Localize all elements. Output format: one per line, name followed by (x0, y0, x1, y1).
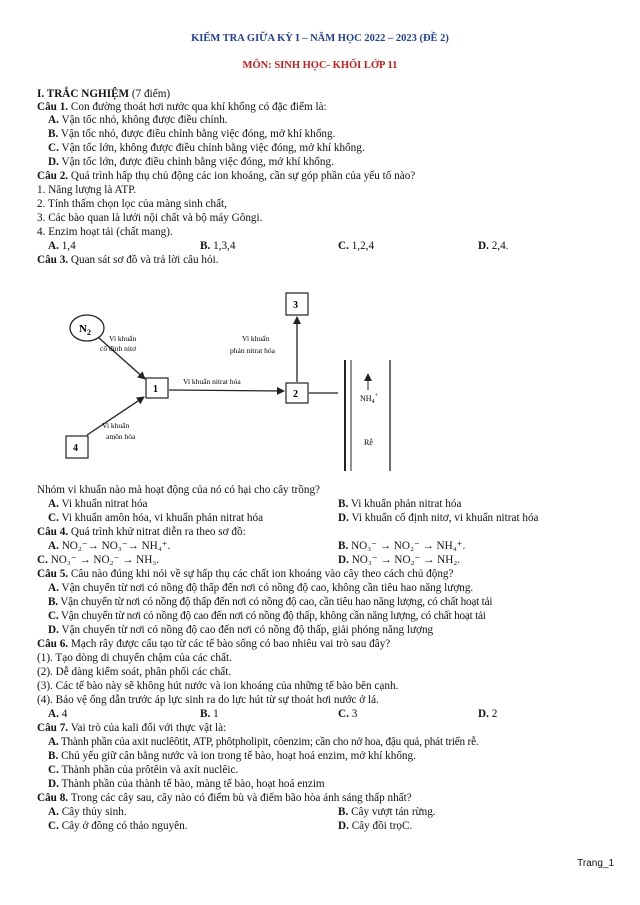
q1-number: Câu 1. (37, 101, 69, 113)
label-denitrifying-2: phản nitrat hóa (230, 346, 275, 355)
q4-option-d-text: NO₃⁻ → NO₂⁻ → NH₂. (351, 554, 461, 566)
q3-option-a (48, 498, 148, 511)
label-fixing-bacteria-2: cố định nitơ (100, 344, 137, 353)
q3-option-b-letter: B. (338, 498, 349, 510)
box-2-label: 2 (293, 389, 298, 400)
q4-option-d (338, 554, 460, 567)
q3-question: Nhóm vi khuẩn nào mà hoạt động của nó có hại cho cây trồng? (37, 484, 321, 496)
q3-option-a-text: Vi khuẩn nitrat hóa (61, 498, 148, 510)
q7-stem (37, 722, 226, 735)
q6-option-a-letter: A. (48, 708, 59, 720)
arrow-1-to-2 (169, 390, 284, 391)
q5-option-a-letter: A. (48, 582, 59, 594)
q6-stem (37, 638, 390, 651)
q2-option-b-letter: B. (200, 240, 211, 252)
q6-number: Câu 6. (37, 638, 69, 650)
q6-option-b-letter: B. (200, 708, 211, 720)
q1-option-a-letter: A. (48, 114, 59, 126)
q1-option-b-letter: B. (48, 128, 59, 140)
q5-option-b (48, 596, 492, 609)
q3-option-c (48, 512, 263, 525)
q5-option-c-text: Vận chuyển từ nơi có nồng độ cao đến nơi có nồng độ thấp, không cần năng lượng, có chất hoạt tải (60, 610, 486, 622)
q5-number: Câu 5. (37, 568, 69, 580)
q6-item-1: (1). Tạo dòng di chuyển chậm của các chất. (37, 652, 232, 664)
q6-item-2: (2). Dễ dàng kiểm soát, phân phối các chất. (37, 666, 232, 678)
q3-option-c-letter: C. (48, 512, 59, 524)
subject-title: MÔN: SINH HỌC- KHỐI LỚP 11 (242, 60, 398, 71)
label-denitrifying-1: Vi khuẩn (242, 334, 270, 343)
nitrogen-cycle-diagram (55, 288, 415, 473)
q2-option-a (48, 240, 76, 253)
label-ammonifying-2: amôn hóa (106, 432, 136, 441)
q5-text: Câu nào đúng khi nói về sự hấp thụ các chất ion khoáng vào cây theo cách chủ động? (70, 568, 454, 580)
q8-option-c (48, 820, 188, 833)
q1-option-c-text: Vận tốc lớn, không được điều chỉnh bằng việc đóng, mở khí khổng. (61, 142, 365, 154)
q2-option-d-letter: D. (478, 240, 489, 252)
q4-text: Quá trình khử nitrat diễn ra theo sơ đồ: (70, 526, 246, 538)
nh4-label: $NH_4^+$ (360, 393, 378, 405)
q2-item-3: 3. Các bào quan là lưới nội chất và bộ máy Gôngi. (37, 212, 263, 224)
q4-number: Câu 4. (37, 526, 69, 538)
q8-stem (37, 792, 412, 805)
q1-option-b (48, 128, 335, 141)
q8-option-b (338, 806, 436, 819)
q3-number: Câu 3. (37, 254, 69, 266)
page-number: Trang_1 (577, 858, 614, 869)
q1-option-a-text: Vận tốc nhỏ, không được điều chỉnh. (61, 114, 228, 126)
q5-option-b-letter: B. (48, 596, 58, 608)
q4-option-c (37, 554, 159, 567)
q4-option-a (48, 540, 170, 553)
q1-option-d-letter: D. (48, 156, 59, 168)
q1-option-c (48, 142, 365, 155)
q5-option-d (48, 624, 433, 637)
q8-option-d (338, 820, 412, 833)
q7-option-d-text: Thành phần của thành tế bào, màng tế bào, hoạt hoá enzim (61, 778, 325, 790)
label-ammonifying-1: Vi khuẩn (102, 421, 130, 430)
q3-text: Quan sát sơ đồ và trả lời câu hỏi. (70, 254, 219, 266)
q7-option-a (48, 736, 478, 749)
q4-option-c-letter: C. (37, 554, 48, 566)
q5-option-a (48, 582, 473, 595)
q5-option-c (48, 610, 486, 623)
q3-option-d (338, 512, 539, 525)
q5-option-b-text: Vận chuyển từ nơi có nồng độ thấp đến nơi có nồng độ cao, cần tiêu hao năng lượng, có chất hoạt tải (60, 596, 493, 608)
q7-text: Vai trò của kali đối với thực vật là: (70, 722, 227, 734)
q7-option-d (48, 778, 325, 791)
q2-option-d-text: 2,4. (491, 240, 509, 252)
q7-option-a-text: Thành phần của axit nuclêôtit, ATP, phôtpholipit, côenzim; cần cho nở hoa, đậu quả, phát triển rễ. (60, 736, 479, 748)
section-title: I. TRẮC NGHIỆM (37, 88, 130, 100)
box-3-label: 3 (293, 300, 298, 311)
section-heading (37, 88, 170, 101)
q2-option-b-text: 1,3,4 (213, 240, 236, 252)
q1-text: Con đường thoát hơi nước qua khí khổng có đặc điểm là: (70, 101, 327, 113)
q3-option-d-text: Vi khuẩn cố định nitơ, vi khuẩn nitrat hóa (351, 512, 539, 524)
q8-option-b-letter: B. (338, 806, 349, 818)
q3-option-b-text: Vi khuẩn phản nitrat hóa (350, 498, 462, 510)
q6-option-a (48, 708, 67, 721)
q2-option-c-text: 1,2,4 (351, 240, 375, 252)
q1-option-a (48, 114, 228, 127)
q2-stem (37, 170, 415, 183)
q6-option-c-letter: C. (338, 708, 349, 720)
q7-option-b-text: Chủ yếu giữ cân bằng nước và ion trong tế bào, hoạt hoá enzim, mở khí khổng. (61, 750, 416, 762)
q2-text: Quá trình hấp thụ chủ động các ion khoáng, cần sự góp phần của yếu tố nào? (70, 170, 416, 182)
q4-option-b (338, 540, 465, 553)
box-4-label: 4 (73, 443, 78, 454)
q6-option-b-text: 1 (213, 708, 219, 720)
q7-option-b-letter: B. (48, 750, 59, 762)
q8-number: Câu 8. (37, 792, 69, 804)
q2-option-d (478, 240, 508, 253)
q5-option-d-letter: D. (48, 624, 59, 636)
q7-number: Câu 7. (37, 722, 69, 734)
q8-option-d-letter: D. (338, 820, 349, 832)
q2-option-c (338, 240, 374, 253)
q8-option-b-text: Cây vượt tán rừng. (351, 806, 436, 818)
q2-item-2: 2. Tính thấm chọn lọc của màng sinh chất, (37, 198, 227, 210)
q8-option-a-text: Cây thủy sinh. (61, 806, 127, 818)
q4-option-a-letter: A. (48, 540, 59, 552)
q8-option-c-text: Cây ở đồng có thảo nguyên. (61, 820, 188, 832)
q8-option-c-letter: C. (48, 820, 59, 832)
label-fixing-bacteria-1: Vi khuẩn (109, 334, 137, 343)
q3-option-b (338, 498, 461, 511)
q6-option-c-text: 3 (351, 708, 358, 720)
q2-option-c-letter: C. (338, 240, 349, 252)
q1-option-d-text: Vận tốc lớn, được điều chỉnh bằng việc đóng, mở khí khổng. (61, 156, 334, 168)
label-nitrifying: Vi khuẩn nitrat hóa (183, 377, 241, 386)
q6-option-b (200, 708, 219, 721)
q4-option-b-text: NO₃⁻ → NO₂⁻ → NH₄⁺. (351, 540, 466, 552)
q4-option-c-text: NO₃⁻ → NO₂⁻ → NH₃. (50, 554, 160, 566)
q2-number: Câu 2. (37, 170, 69, 182)
q4-stem (37, 526, 246, 539)
q6-item-4: (4). Bảo vệ ống dẫn trước áp lực sinh ra do lực hút từ sự thoát hơi nước ở lá. (37, 694, 379, 706)
q3-stem (37, 254, 219, 267)
q6-option-d-letter: D. (478, 708, 489, 720)
box-1-label: 1 (153, 384, 158, 395)
q7-option-c-letter: C. (48, 764, 59, 776)
q6-option-c (338, 708, 357, 721)
q4-option-d-letter: D. (338, 554, 349, 566)
q2-option-a-letter: A. (48, 240, 59, 252)
q2-item-1: 1. Năng lượng là ATP. (37, 184, 136, 196)
q2-option-b (200, 240, 235, 253)
q8-option-d-text: Cây đồi trọC. (351, 820, 413, 832)
q3-option-d-letter: D. (338, 512, 349, 524)
q7-option-c-text: Thành phần của prôtêin và axít nuclêic. (61, 764, 239, 776)
q5-option-a-text: Vận chuyển từ nơi có nồng độ thấp đến nơi có nồng độ cao, không cần tiêu hao năng lượng. (61, 582, 474, 594)
section-points: (7 điểm) (131, 88, 171, 100)
q1-option-b-text: Vận tốc nhỏ, được điều chỉnh bằng việc đóng, mở khí khổng. (60, 128, 336, 140)
q1-stem (37, 101, 327, 114)
q7-option-b (48, 750, 416, 763)
q6-item-3: (3). Các tế bào này sẽ không hút nước và ion khoáng của những tế bào bên cạnh. (37, 680, 399, 692)
q1-option-c-letter: C. (48, 142, 59, 154)
q1-option-d (48, 156, 334, 169)
q6-option-a-text: 4 (61, 708, 68, 720)
n2-label: $N_2$ (79, 323, 91, 337)
q8-text: Trong các cây sau, cây nào có điểm bù và điểm bão hòa ánh sáng thấp nhất? (70, 792, 412, 804)
q6-option-d (478, 708, 497, 721)
q4-option-a-text: NO₂⁻→ NO₃⁻→ NH₄⁺. (61, 540, 171, 552)
q5-option-c-letter: C. (48, 610, 59, 622)
q4-option-b-letter: B. (338, 540, 349, 552)
q6-option-d-text: 2 (491, 708, 498, 720)
exam-title: KIỂM TRA GIỮA KỲ I – NĂM HỌC 2022 – 2023 (ĐỀ 2) (191, 33, 449, 44)
q8-option-a-letter: A. (48, 806, 59, 818)
q6-text: Mạch rây được cấu tạo từ các tế bào sống có bao nhiêu vai trò sau đây? (70, 638, 391, 650)
q7-option-a-letter: A. (48, 736, 59, 748)
q5-option-d-text: Vận chuyển từ nơi có nồng độ cao đến nơi có nồng độ thấp, giải phóng năng lượng (61, 624, 434, 636)
root-label: Rễ (364, 438, 373, 447)
q5-stem (37, 568, 453, 581)
q2-option-a-text: 1,4 (61, 240, 76, 252)
q8-option-a (48, 806, 127, 819)
q7-option-d-letter: D. (48, 778, 59, 790)
q3-option-a-letter: A. (48, 498, 59, 510)
q3-option-c-text: Vi khuẩn amôn hóa, vi khuẩn phản nitrat hóa (61, 512, 264, 524)
q7-option-c (48, 764, 238, 777)
q2-item-4: 4. Enzim hoạt tải (chất mang). (37, 226, 173, 238)
